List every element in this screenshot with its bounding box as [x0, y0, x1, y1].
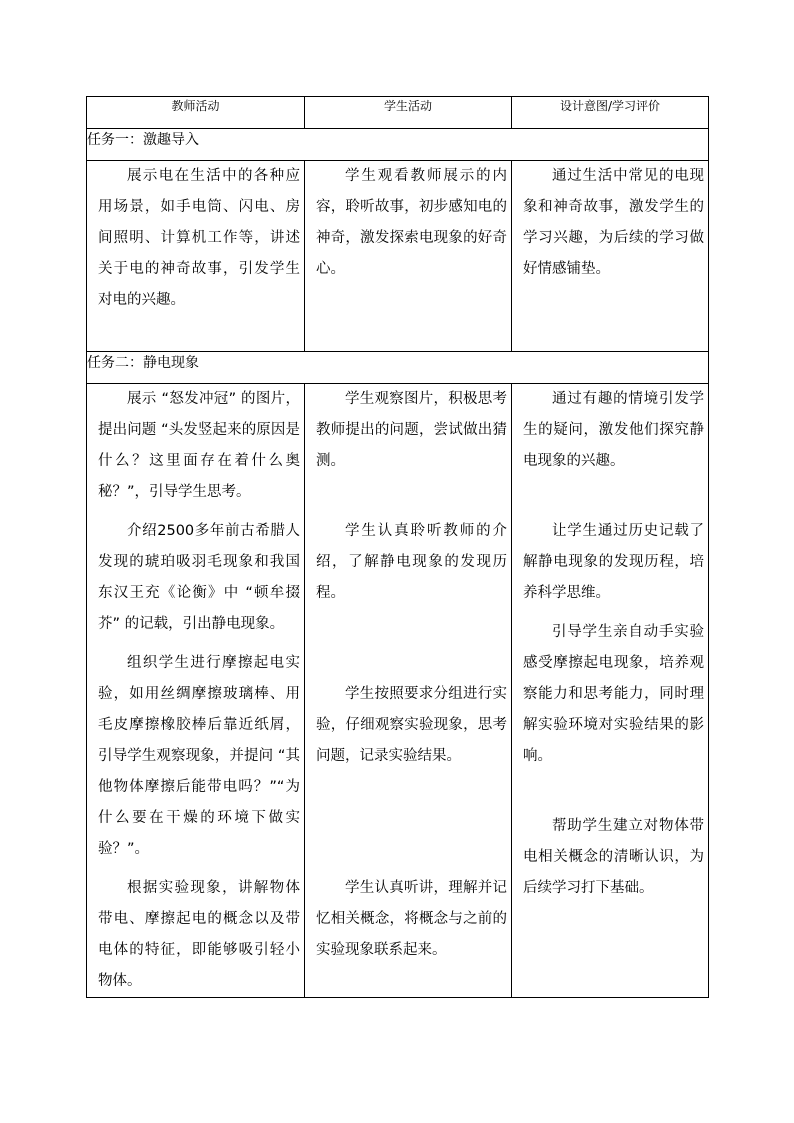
task2-teacher-text-1: 展示 “怒发冲冠” 的图片，提出问题 “头发竖起来的原因是什么？这里面存在着什么奥秘？”，引导学生思考。: [98, 391, 300, 500]
task2-intent-cell: [512, 384, 709, 998]
task1-intent-cell: [512, 161, 709, 352]
task1-intent-text: 通过生活中常见的电现象和神奇故事，激发学生的学习兴趣，为后续的学习做好情感铺垫。: [523, 168, 704, 277]
task2-student-text-4: 学生认真听讲，理解并记忆相关概念，将概念与之前的实验现象联系起来。: [316, 880, 507, 958]
task2-teacher-text-3: 组织学生进行摩擦起电实验，如用丝绸摩擦玻璃棒、用毛皮摩擦橡胶棒后靠近纸屑，引导学生观察现象，并提问 “其他物体摩擦后能带电吗？”“为什么要在干燥的环境下做实验？”。: [98, 655, 300, 857]
task2-teacher-text-4: 根据实验现象，讲解物体带电、摩擦起电的概念以及带电体的特征，即能够吸引轻小物体。: [98, 880, 300, 989]
task1-teacher-text: 展示电在生活中的各种应用场景，如手电筒、闪电、房间照明、计算机工作等，讲述关于电的神奇故事，引发学生对电的兴趣。: [98, 168, 300, 308]
task1-student-text: 学生观看教师展示的内容，聆听故事，初步感知电的神奇，激发探索电现象的好奇心。: [316, 168, 507, 277]
task2-teacher-text-2: 介绍2500多年前古希腊人发现的琥珀吸羽毛现象和我国东汉王充《论衡》中 “顿牟掇芥” 的记载，引出静电现象。: [98, 523, 300, 632]
table-header-row: [87, 97, 709, 129]
task1-student-cell: [305, 161, 512, 352]
lesson-plan-table: [86, 96, 709, 998]
header-teacher-activity: 教师活动: [87, 97, 305, 129]
task2-intent-text-3: 引导学生亲自动手实验感受摩擦起电现象，培养观察能力和思考能力，同时理解实验环境对实验结果的影响。: [523, 624, 704, 764]
task-row: [87, 129, 709, 161]
task2-teacher-cell: [87, 384, 305, 998]
task2-intent-text-2: 让学生通过历史记载了解静电现象的发现历程，培养科学思维。: [523, 523, 704, 601]
task-row: [87, 352, 709, 384]
task2-intent-text-4: 帮助学生建立对物体带电相关概念的清晰认识，为后续学习打下基础。: [523, 818, 704, 896]
task2-intent-text-1: 通过有趣的情境引发学生的疑问，激发他们探究静电现象的兴趣。: [523, 391, 704, 469]
table-row: [87, 384, 709, 998]
task2-student-text-1: 学生观察图片，积极思考教师提出的问题，尝试做出猜测。: [316, 391, 507, 469]
table-row: [87, 161, 709, 352]
task2-student-cell: [305, 384, 512, 998]
task2-title: 任务二：静电现象: [87, 352, 709, 384]
task2-student-text-2: 学生认真聆听教师的介绍，了解静电现象的发现历程。: [316, 523, 507, 601]
task1-teacher-cell: [87, 161, 305, 352]
task2-student-text-3: 学生按照要求分组进行实验，仔细观察实验现象，思考问题，记录实验结果。: [316, 686, 507, 764]
task1-title: 任务一：激趣导入: [87, 129, 709, 161]
header-design-intent: 设计意图/学习评价: [512, 97, 709, 129]
header-student-activity: 学生活动: [305, 97, 512, 129]
